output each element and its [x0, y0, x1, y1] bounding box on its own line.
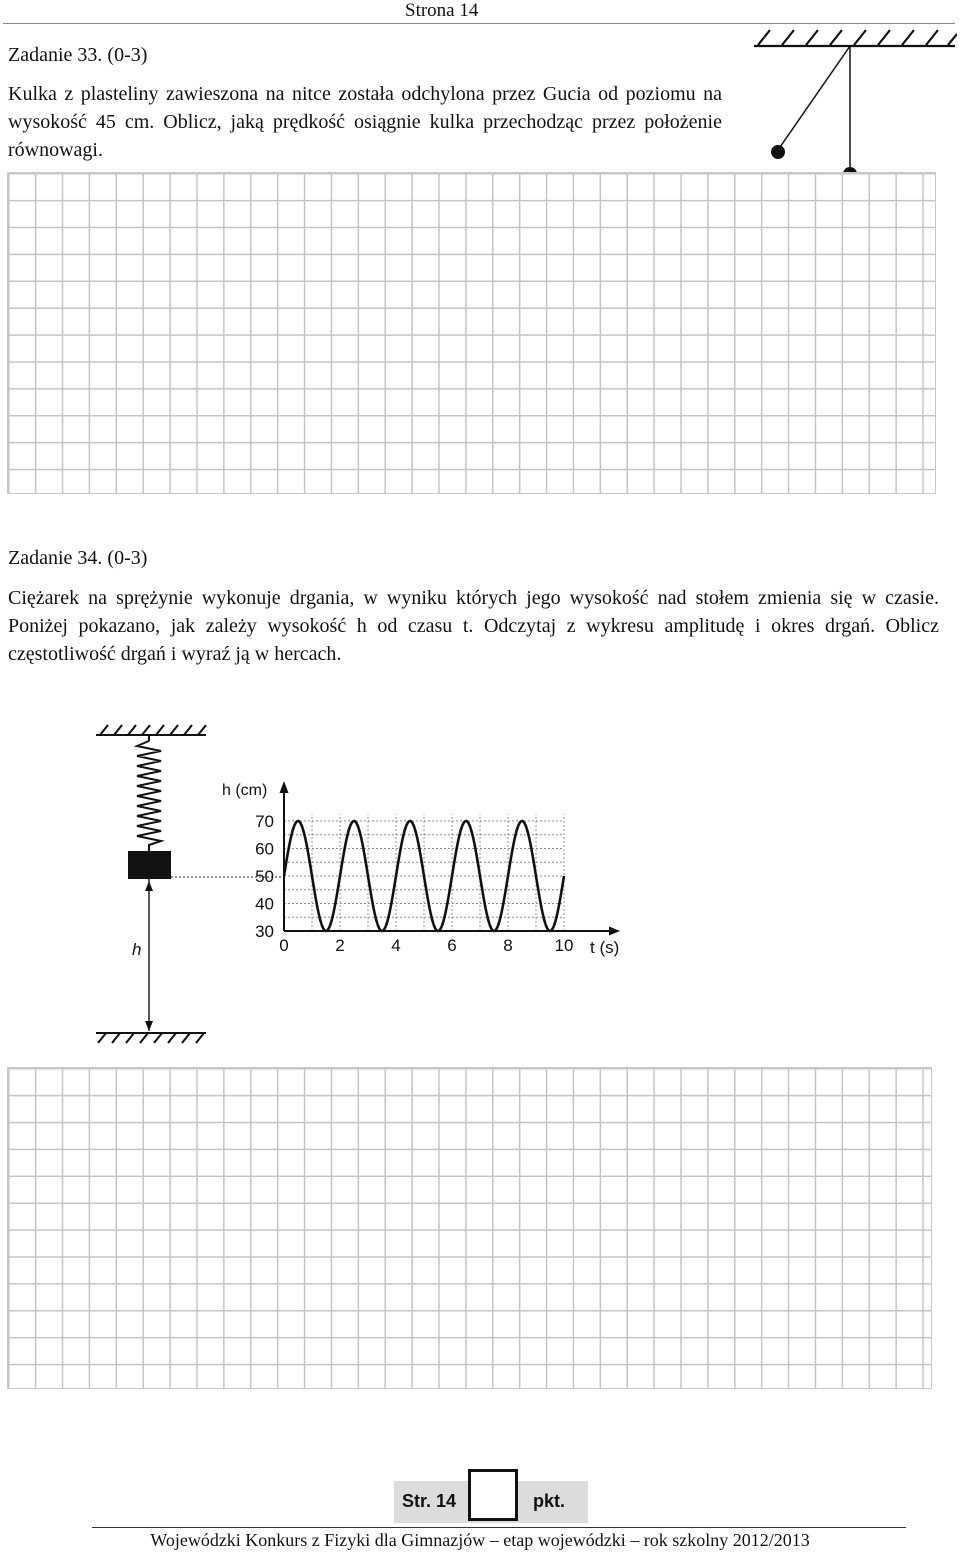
y-tick-label: 70	[255, 812, 274, 831]
task-34-text: Ciężarek na sprężynie wykonuje drgania, w wyniku których jego wysokość nad stołem zmienia się w czasie. Poniżej pokazano, jak zależy wysokość h od czasu t. Odczytaj z wykresu amplitudę i okres drgań. Oblicz częstotliwość drgań i wyraź ją w hercach.	[8, 587, 939, 665]
x-tick-label: 6	[447, 936, 457, 955]
y-tick-label: 40	[255, 894, 274, 914]
page-number: Strona 14	[405, 0, 479, 21]
footer-rule	[92, 1527, 906, 1528]
footer-text: Wojewódzki Konkurs z Fizyki dla Gimnazjów – etap wojewódzki – rok szkolny 2012/2013	[150, 1530, 810, 1550]
spring-mount-hatch	[96, 725, 206, 735]
x-axis-arrow	[609, 927, 620, 936]
spring-oscillation-figure	[90, 715, 650, 1050]
y-tick-label: 50	[255, 867, 274, 886]
x-tick-label: 4	[391, 936, 401, 955]
y-axis-arrow	[280, 781, 289, 793]
chart-axes	[280, 781, 621, 936]
score-page-label: Str. 14	[402, 1491, 457, 1511]
x-axis-label: t (s)	[590, 938, 620, 957]
y-tick-label: 30	[255, 922, 274, 941]
score-points-field[interactable]	[468, 1469, 518, 1521]
x-tick-label: 8	[503, 936, 513, 955]
x-tick-label: 10	[554, 936, 574, 955]
score-points-label: pkt.	[533, 1491, 566, 1511]
x-tick-label: 0	[279, 936, 289, 955]
weight-block	[128, 851, 171, 879]
pendulum-illustration	[752, 18, 957, 183]
answer-grid-34[interactable]	[7, 1067, 932, 1389]
y-tick-label: 60	[255, 839, 274, 859]
y-axis-label: h (cm)	[222, 782, 268, 799]
string-deflected	[778, 46, 850, 150]
height-label: h	[132, 940, 142, 959]
task-33-text: Kulka z plasteliny zawieszona na nitce została odchylona przez Gucia od poziomu na wysokość 45 cm. Oblicz, jaką prędkość osiągnie kulka przechodząc przez położenie równowagi.	[8, 83, 722, 161]
spring-coil	[137, 741, 161, 851]
task-33-title: Zadanie 33. (0-3)	[8, 44, 148, 66]
table-hatch	[96, 1033, 206, 1043]
height-vs-time-chart	[222, 781, 620, 957]
x-tick-label: 2	[335, 936, 345, 955]
answer-grid-33[interactable]	[7, 172, 936, 494]
task-34-title: Zadanie 34. (0-3)	[8, 547, 148, 569]
ball-deflected	[771, 145, 785, 159]
ceiling-hatch	[754, 30, 957, 46]
